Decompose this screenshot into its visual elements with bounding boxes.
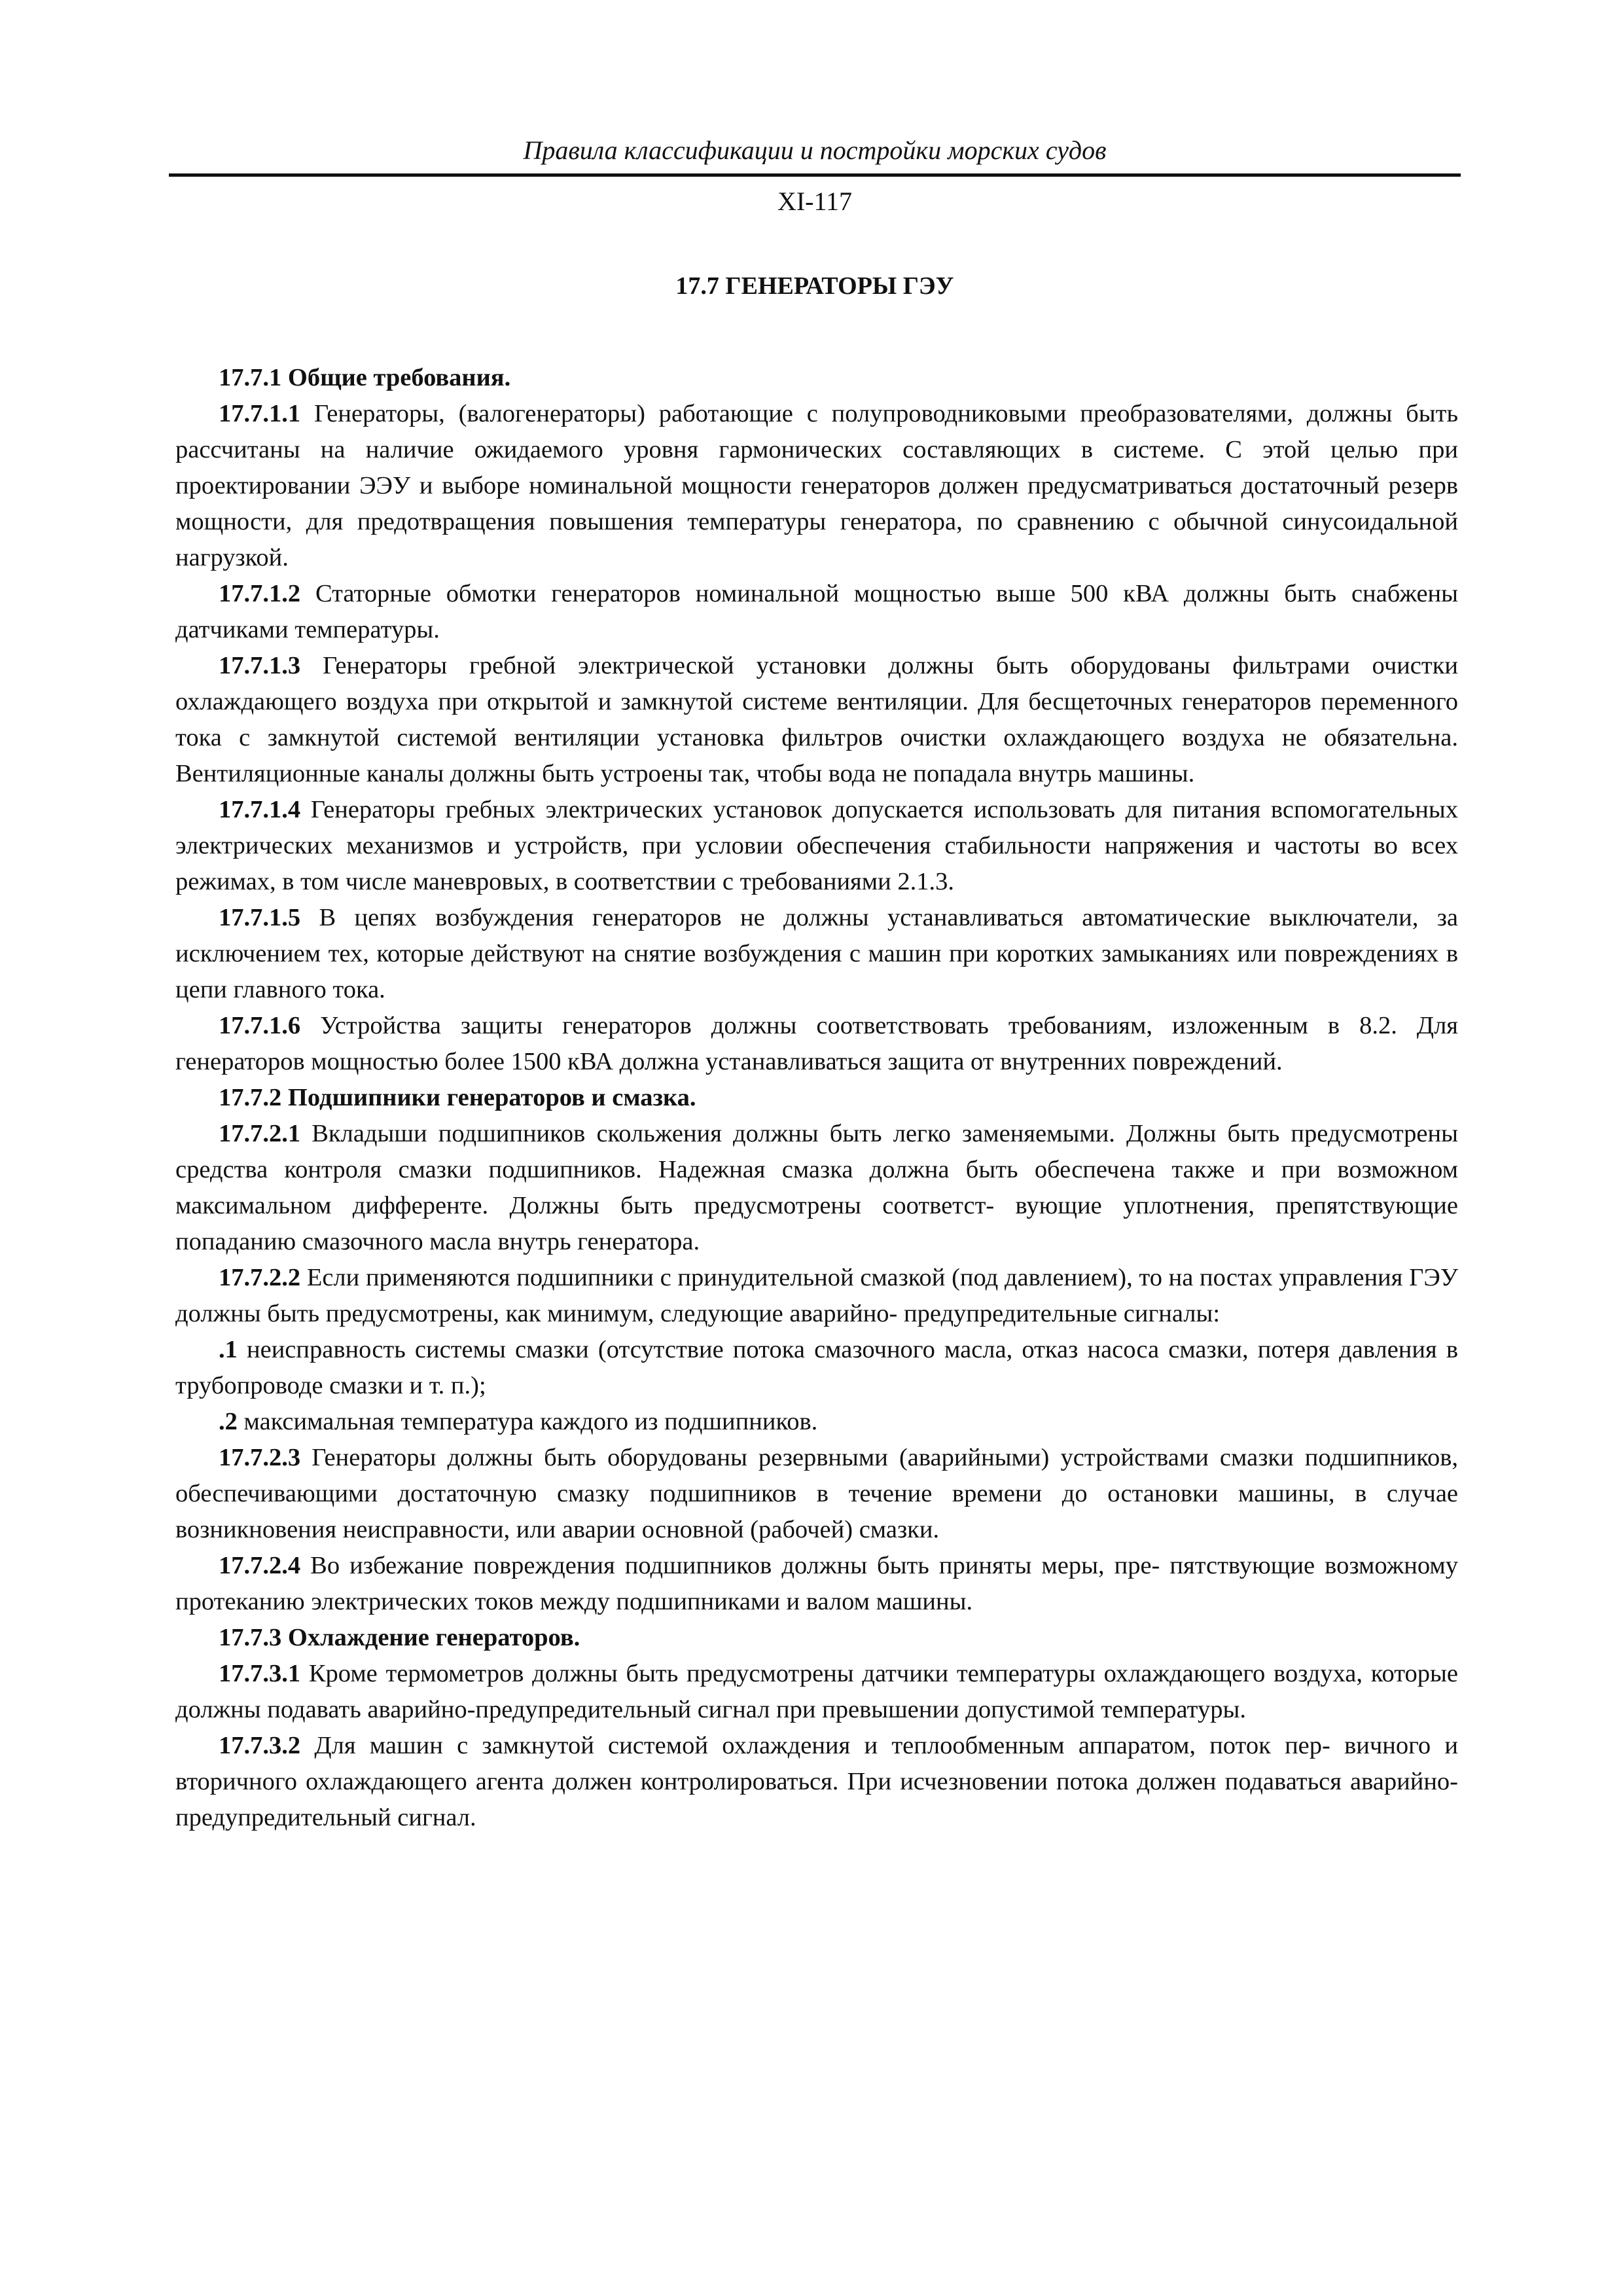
header-rule [169,173,1461,177]
clause-number: 17.7.1.4 [219,796,301,823]
document-body [175,360,1458,1836]
clause-text: максимальная температура каждого из подшипников. [243,1408,818,1435]
clause-paragraph [175,576,1458,648]
clause-paragraph [175,396,1458,576]
clause-number: 17.7.1.3 [219,652,301,679]
clause-paragraph [175,1728,1458,1836]
clause-number: 17.7.2.4 [219,1552,301,1579]
section-title: 17.7 ГЕНЕРАТОРЫ ГЭУ [675,272,954,300]
clause-number: 17.7.3.2 [219,1732,301,1759]
clause-paragraph [175,1116,1458,1260]
clause-paragraph [175,1548,1458,1620]
clause-paragraph [175,792,1458,900]
clause-number: 17.7.1.6 [219,1012,301,1039]
clause-text: Генераторы гребных электрических установок допускается использовать для питания вспомогательных электрических механизмов и устройств, при условии обеспечения стабильности напряжения и частоты во всех режимах, в том числе маневровых, в соответствии с требованиями 2.1.3. [175,796,1458,895]
clause-text: Кроме термометров должны быть предусмотрены датчики температуры охлаждающего воздуха, которые должны подавать аварийно-предупредительный сигнал при превышении допустимой температуры. [175,1660,1459,1723]
clause-number: .1 [219,1336,238,1363]
clause-text: Устройства защиты генераторов должны соответствовать требованиям, изложенным в 8.2. Для генераторов мощностью более 1500 кВА должна устанавливаться защита от внутренних повреждений. [175,1012,1458,1075]
clause-number: 17.7.2 [219,1084,282,1111]
clause-text: Для машин с замкнутой системой охлаждения и теплообменным аппаратом, поток пер- вичного и вторичного охлаждающего агента должен контролироваться. При исчезновении потока должен подаваться аварийно-предупредительный сигнал. [175,1732,1459,1831]
clause-paragraph [175,1404,1458,1440]
clause-number: 17.7.2.2 [219,1264,301,1291]
heading-text: Охлаждение генераторов. [287,1624,580,1651]
clause-number: 17.7.1 [219,364,282,391]
clause-text: Если применяются подшипники с принудительной смазкой (под давлением), то на постах управления ГЭУ должны быть предусмотрены, как минимум, следующие аварийно- предупредительные сигналы: [175,1264,1458,1327]
clause-number: .2 [219,1408,238,1435]
clause-text: Генераторы, (валогенераторы) работающие с полупроводниковыми преобразователями, должны быть рассчитаны на наличие ожидаемого уровня гармонических составляющих в системе. С этой целью при проектировании ЭЭУ и выборе номинальной мощности генераторов должен предусматриваться достаточный резерв мощности, для предотвращения повышения температуры генератора, по сравнению с обычной синусоидальной нагрузкой. [175,400,1459,571]
clause-text: Вкладыши подшипников скольжения должны быть легко заменяемыми. Должны быть предусмотрены средства контроля смазки подшипников. Надежная смазка должна быть обеспечена также и при возможном максимальном дифференте. Должны быть предусмотрены соответст- вующие уплотнения, препятствующие попаданию смазочного масла внутрь генератора. [175,1120,1458,1255]
clause-paragraph [175,648,1458,792]
clause-number: 17.7.3.1 [219,1660,301,1687]
running-header: Правила классификации и постройки морских судов [523,135,1107,165]
clause-paragraph [175,1260,1458,1332]
clause-paragraph [175,1656,1458,1728]
clause-text: неисправность системы смазки (отсутствие потока смазочного масла, отказ насоса смазки, потеря давления в трубопроводе смазки и т. п.); [175,1336,1459,1399]
clause-text: Генераторы гребной электрической установки должны быть оборудованы фильтрами очистки охлаждающего воздуха при открытой и замкнутой системе вентиляции. Для бесщеточных генераторов переменного тока с замкнутой системой вентиляции установка фильтров очистки охлаждающего воздуха не обязательна. Вентиляционные каналы должны быть устроены так, чтобы вода не попадала внутрь машины. [175,652,1459,787]
clause-number: 17.7.1.2 [219,580,301,607]
clause-text: Статорные обмотки генераторов номинальной мощностью выше 500 кВА должны быть снабжены датчиками температуры. [175,580,1459,643]
clause-number: 17.7.2.3 [219,1444,301,1471]
heading-text: Подшипники генераторов и смазка. [287,1084,696,1111]
clause-number: 17.7.1.1 [219,400,301,427]
clause-text: Во избежание повреждения подшипников должны быть приняты меры, пре- пятствующие возможному протеканию электрических токов между подшипниками и валом машины. [175,1552,1459,1615]
heading-text: Общие требования. [287,364,511,391]
section-heading [175,1080,1458,1116]
clause-paragraph [175,1332,1458,1404]
page-number: XI-117 [777,187,853,216]
clause-number: 17.7.2.1 [219,1120,301,1147]
section-heading [175,360,1458,396]
clause-text: Генераторы должны быть оборудованы резервными (аварийными) устройствами смазки подшипников, обеспечивающими достаточную смазку подшипников в течение времени до остановки машины, в случае возникновения неисправности, или аварии основной (рабочей) смазки. [175,1444,1458,1543]
clause-paragraph [175,1008,1458,1080]
clause-text: В цепях возбуждения генераторов не должны устанавливаться автоматические выключатели, за исключением тех, которые действуют на снятие возбуждения с машин при коротких замыканиях или повреждениях в цепи главного тока. [175,904,1459,1003]
clause-number: 17.7.3 [219,1624,282,1651]
clause-paragraph [175,1440,1458,1548]
clause-paragraph [175,900,1458,1008]
clause-number: 17.7.1.5 [219,904,301,931]
section-heading [175,1620,1458,1656]
